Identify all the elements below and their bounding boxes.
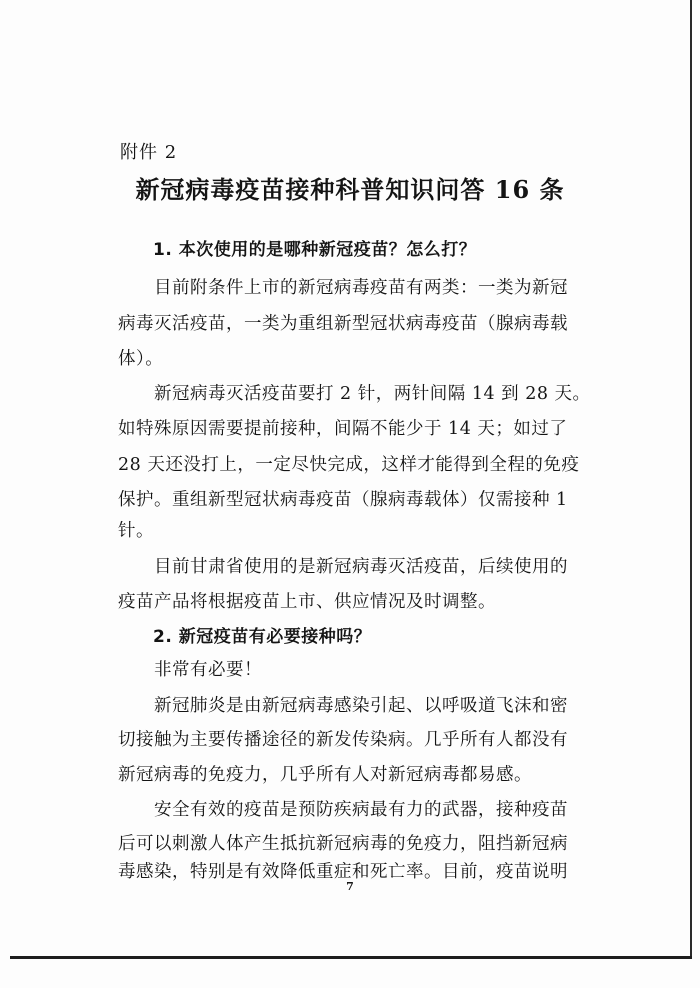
paragraph-line: 新冠肺炎是由新冠病毒感染引起、以呼吸道飞沫和密 (154, 696, 568, 716)
paragraph-line: 新冠病毒的免疫力，几乎所有人对新冠病毒都易感。 (118, 765, 532, 785)
paragraph-line: 病毒灭活疫苗，一类为重组新型冠状病毒疫苗（腺病毒载 (118, 314, 568, 334)
paragraph-line: 后可以刺激人体产生抵抗新冠病毒的免疫力，阻挡新冠病 (118, 834, 568, 854)
scan-edge-right (690, 0, 692, 958)
paragraph-line: 毒感染，特别是有效降低重症和死亡率。目前，疫苗说明 (118, 862, 568, 882)
attachment-label: 附件 2 (120, 142, 178, 163)
paragraph-line: 新冠病毒灭活疫苗要打 2 针，两针间隔 14 到 28 天。 (154, 384, 591, 404)
question-2-heading: 2. 新冠疫苗有必要接种吗？ (153, 627, 372, 647)
paragraph-line: 安全有效的疫苗是预防疾病最有力的武器，接种疫苗 (154, 800, 568, 820)
paragraph-line: 体）。 (118, 349, 164, 369)
document-title: 新冠病毒疫苗接种科普知识问答 16 条 (135, 175, 565, 204)
paragraph-line: 疫苗产品将根据疫苗上市、供应情况及时调整。 (118, 592, 496, 612)
scan-edge-bottom (10, 956, 692, 959)
paragraph-line: 针。 (118, 521, 154, 541)
page-number: 7 (346, 880, 354, 893)
paragraph-line: 切接触为主要传播途径的新发传染病。几乎所有人都没有 (118, 730, 568, 750)
paragraph-line: 28 天还没打上，一定尽快完成，这样才能得到全程的免疫 (118, 455, 580, 475)
question-1-heading: 1. 本次使用的是哪种新冠疫苗？怎么打？ (153, 240, 477, 260)
paragraph-line: 目前附条件上市的新冠病毒疫苗有两类：一类为新冠 (154, 278, 568, 298)
paragraph-line: 目前甘肃省使用的是新冠病毒灭活疫苗，后续使用的 (154, 557, 568, 577)
paragraph-line: 保护。重组新型冠状病毒疫苗（腺病毒载体）仅需接种 1 (118, 490, 568, 510)
paragraph-line: 如特殊原因需要提前接种，间隔不能少于 14 天；如过了 (118, 419, 568, 439)
paragraph-line: 非常有必要！ (154, 660, 262, 680)
